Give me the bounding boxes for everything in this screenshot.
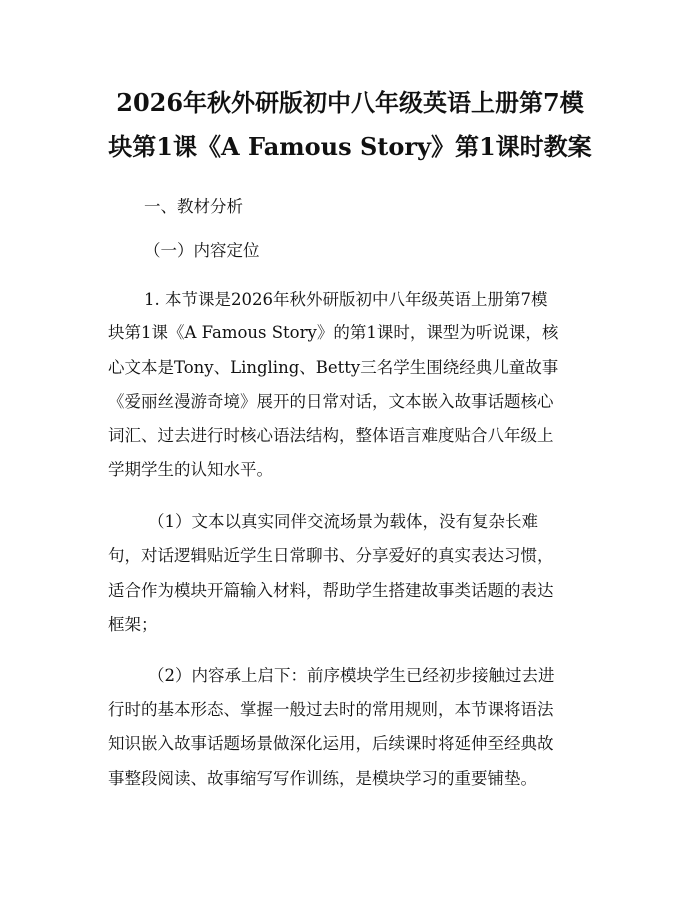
paragraph-line: 学期学生的认知水平。: [108, 460, 273, 479]
paragraph-line: （1）文本以真实同伴交流场景为载体，没有复杂长难: [148, 512, 538, 531]
paragraph-line: 心文本是Tony、Lingling、Betty三名学生围绕经典儿童故事: [108, 358, 559, 377]
section-heading: 一、教材分析: [144, 197, 243, 216]
paragraph-line: 行时的基本形态、掌握一般过去时的常用规则，本节课将语法: [108, 700, 554, 719]
paragraph-line: 块第1课《A Famous Story》的第1课时，课型为听说课，核: [108, 323, 559, 342]
paragraph-line: 知识嵌入故事话题场景做深化运用，后续课时将延伸至经典故: [108, 734, 554, 753]
paragraph-line: 句，对话逻辑贴近学生日常聊书、分享爱好的真实表达习惯，: [108, 546, 554, 565]
paragraph-line: 事整段阅读、故事缩写写作训练，是模块学习的重要铺垫。: [108, 769, 537, 788]
subsection-heading: （一）内容定位: [144, 241, 260, 260]
document-title-line-1: 2026年秋外研版初中八年级英语上册第7模: [116, 88, 584, 117]
document-title-line-2: 块第1课《A Famous Story》第1课时教案: [108, 132, 592, 161]
paragraph-line: 适合作为模块开篇输入材料，帮助学生搭建故事类话题的表达: [108, 581, 554, 600]
paragraph-line: 词汇、过去进行时核心语法结构，整体语言难度贴合八年级上: [108, 426, 554, 445]
paragraph-line: （2）内容承上启下：前序模块学生已经初步接触过去进: [148, 666, 555, 685]
paragraph-line: 框架；: [108, 615, 158, 634]
paragraph-line: 1. 本节课是2026年秋外研版初中八年级英语上册第7模: [144, 290, 548, 309]
paragraph-line: 《爱丽丝漫游奇境》展开的日常对话，文本嵌入故事话题核心: [108, 392, 554, 411]
